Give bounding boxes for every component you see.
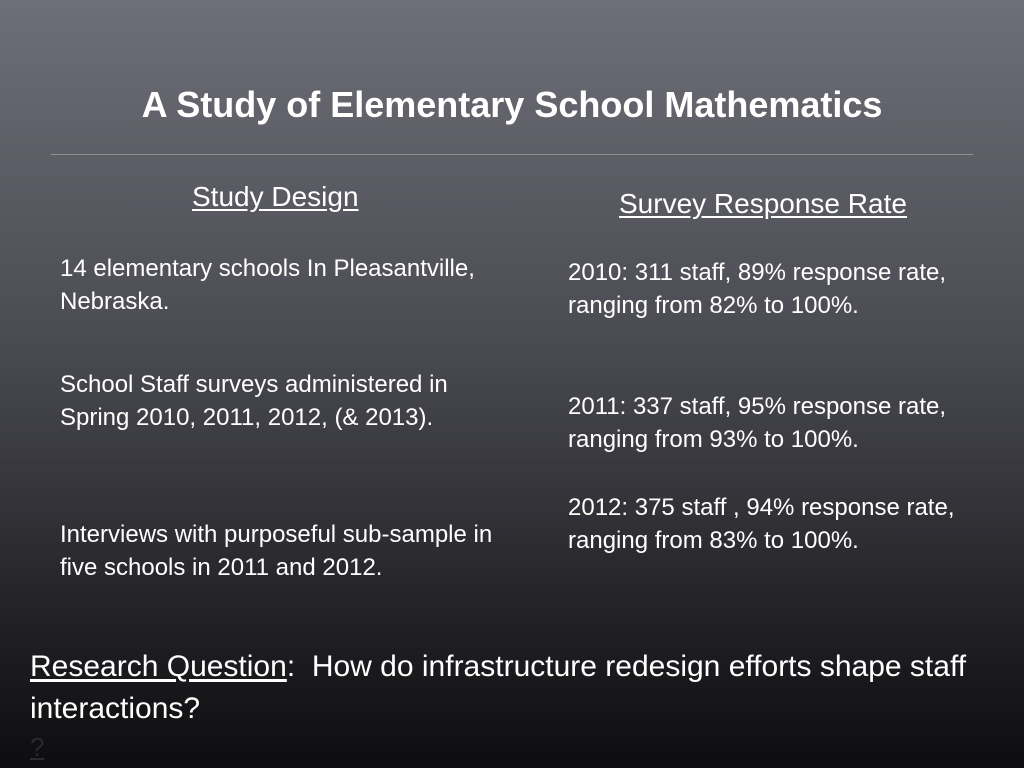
research-question-text: How do infrastructure redesign efforts shape staff interactions? (30, 650, 967, 725)
research-question (30, 646, 1020, 730)
stray-question-mark: ? (30, 732, 45, 762)
research-question-separator: : (286, 650, 296, 683)
study-design-heading: Study Design (192, 181, 359, 212)
study-design-item-schools: 14 elementary schools In Pleasantville, Nebraska. (60, 255, 475, 315)
survey-item-2012: 2012: 375 staff , 94% response rate, ranging from 83% to 100%. (568, 494, 955, 554)
survey-item-2010: 2010: 311 staff, 89% response rate, ranging from 82% to 100%. (568, 259, 947, 319)
survey-response-heading: Survey Response Rate (619, 188, 907, 219)
title-divider (51, 154, 973, 155)
survey-item-2011: 2011: 337 staff, 95% response rate, ranging from 93% to 100%. (568, 393, 947, 453)
study-design-item-interviews: Interviews with purposeful sub-sample in five schools in 2011 and 2012. (60, 521, 493, 581)
slide-title: A Study of Elementary School Mathematics (141, 84, 883, 125)
study-design-item-surveys: School Staff surveys administered in Spring 2010, 2011, 2012, (& 2013). (60, 371, 448, 431)
research-question-label: Research Question (30, 650, 287, 683)
